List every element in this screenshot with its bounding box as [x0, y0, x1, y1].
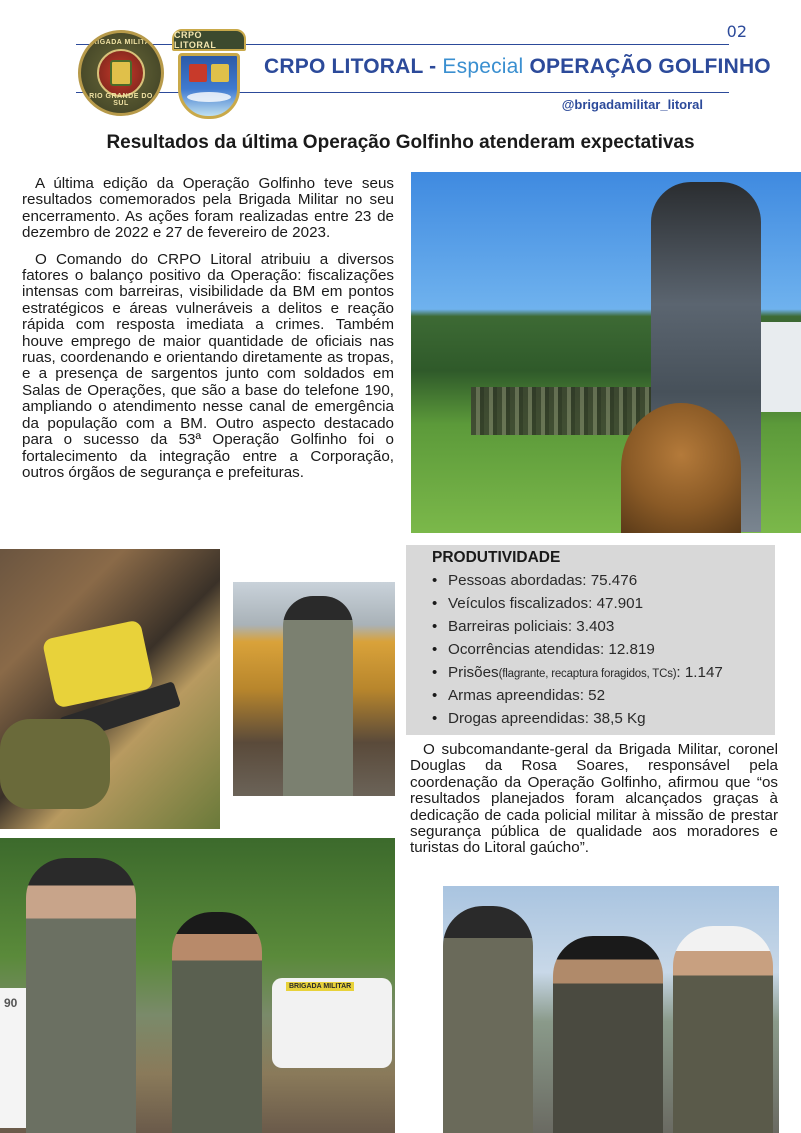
seal-emblem	[97, 49, 145, 97]
productivity-item: • Veículos fiscalizados: 47.901	[432, 593, 775, 616]
productivity-item: • Pessoas abordadas: 75.476	[432, 570, 775, 593]
productivity-title: PRODUTIVIDADE	[432, 549, 561, 566]
article-left-column	[22, 176, 394, 491]
productivity-item: • Prisões(flagrante, recaptura foragidos, TCs): 1.147	[432, 662, 775, 685]
seal-bottom-text: RIO GRANDE DO SUL	[89, 93, 153, 107]
photo-officer-left	[26, 858, 136, 1133]
article-paragraph-2: O Comando do CRPO Litoral atribuiu a diversos fatores o balanço positivo da Operação: fiscalizações intensas com barreiras, visibilidade da BM em pontos estratégicos e áreas vulneráveis a delitos e reação rápida com resposta imediata a crimes. Também houve emprego de maior quantidade de oficiais nas ruas, coordenando e orientando diretamente as tropas, e a presença de sargentos junto com soldados em Salas de Operações, que são a base do telefone 190, ampliando o atendimento nesse canal de emergência da população com a BM. Outro aspecto destacado para o sucesso da 53ª Operação Golfinho foi o fortalecimento da integração entre a Corporação, outros órgãos de segurança e prefeituras.	[22, 250, 394, 481]
crest-dolphin-icon	[187, 92, 231, 102]
page-header-title	[264, 55, 771, 79]
article-quote-column	[410, 742, 778, 867]
crest-tower-icon	[189, 64, 207, 82]
photo-gloved-hand	[0, 719, 110, 809]
header-bottom-rule	[76, 92, 729, 93]
header-title-prefix: CRPO LITORAL -	[264, 55, 443, 78]
header-title-operation: OPERAÇÃO GOLFINHO	[529, 55, 771, 78]
photo-officers-by-vehicles	[0, 838, 395, 1133]
header-title-special: Especial	[442, 55, 524, 78]
photo-pickup-truck	[272, 978, 392, 1068]
photo-police-dog	[621, 403, 741, 533]
photo-officers-street-briefing	[443, 886, 779, 1133]
productivity-item: • Barreiras policiais: 3.403	[432, 616, 775, 639]
photo-car-number: 90	[4, 996, 18, 1010]
article-headline: Resultados da última Operação Golfinho atenderam expectativas	[106, 132, 695, 153]
photo-soldier-with-rifle	[233, 582, 395, 796]
productivity-box	[406, 545, 775, 735]
photo-officer-right	[172, 912, 262, 1133]
photo-truck-label: BRIGADA MILITAR	[286, 982, 354, 991]
productivity-list	[432, 570, 775, 731]
crpo-litoral-crest-logo	[178, 53, 240, 119]
social-handle: @brigadamilitar_litoral	[561, 97, 703, 112]
photo-soldier-figure	[283, 596, 353, 796]
seal-shield-icon	[110, 60, 132, 86]
productivity-item: • Armas apreendidas: 52	[432, 685, 775, 708]
photo-seized-weapon	[0, 549, 220, 829]
photo-officer-back	[443, 906, 533, 1133]
photo-officer-with-dog-and-troops	[411, 172, 801, 533]
productivity-item: • Ocorrências atendidas: 12.819	[432, 639, 775, 662]
seal-top-text: BRIGADA MILITAR	[86, 39, 156, 46]
page-number: 02	[726, 22, 747, 41]
photo-officer-beret	[553, 936, 663, 1133]
crest-star-icon	[211, 64, 229, 82]
brigada-militar-seal-logo	[78, 30, 164, 116]
article-quote-paragraph: O subcomandante-geral da Brigada Militar, coronel Douglas da Rosa Soares, responsável pela coordenação da Operação Golfinho, afirmou que “os resultados planejados foram alcançados graças à dedicação de cada policial militar à missão de prestar segurança pública de qualidade aos moradores e turistas do Litoral gaúcho”.	[410, 741, 778, 857]
article-paragraph-1: A última edição da Operação Golfinho teve seus resultados comemorados pela Brigada Militar no seu encerramento. As ações foram realizadas entre 23 de dezembro de 2022 e 27 de fevereiro de 2023.	[22, 175, 394, 242]
crpo-crest-banner: CRPO LITORAL	[172, 29, 246, 51]
photo-officer-cap	[673, 926, 773, 1133]
productivity-item: • Drogas apreendidas: 38,5 Kg	[432, 708, 775, 731]
